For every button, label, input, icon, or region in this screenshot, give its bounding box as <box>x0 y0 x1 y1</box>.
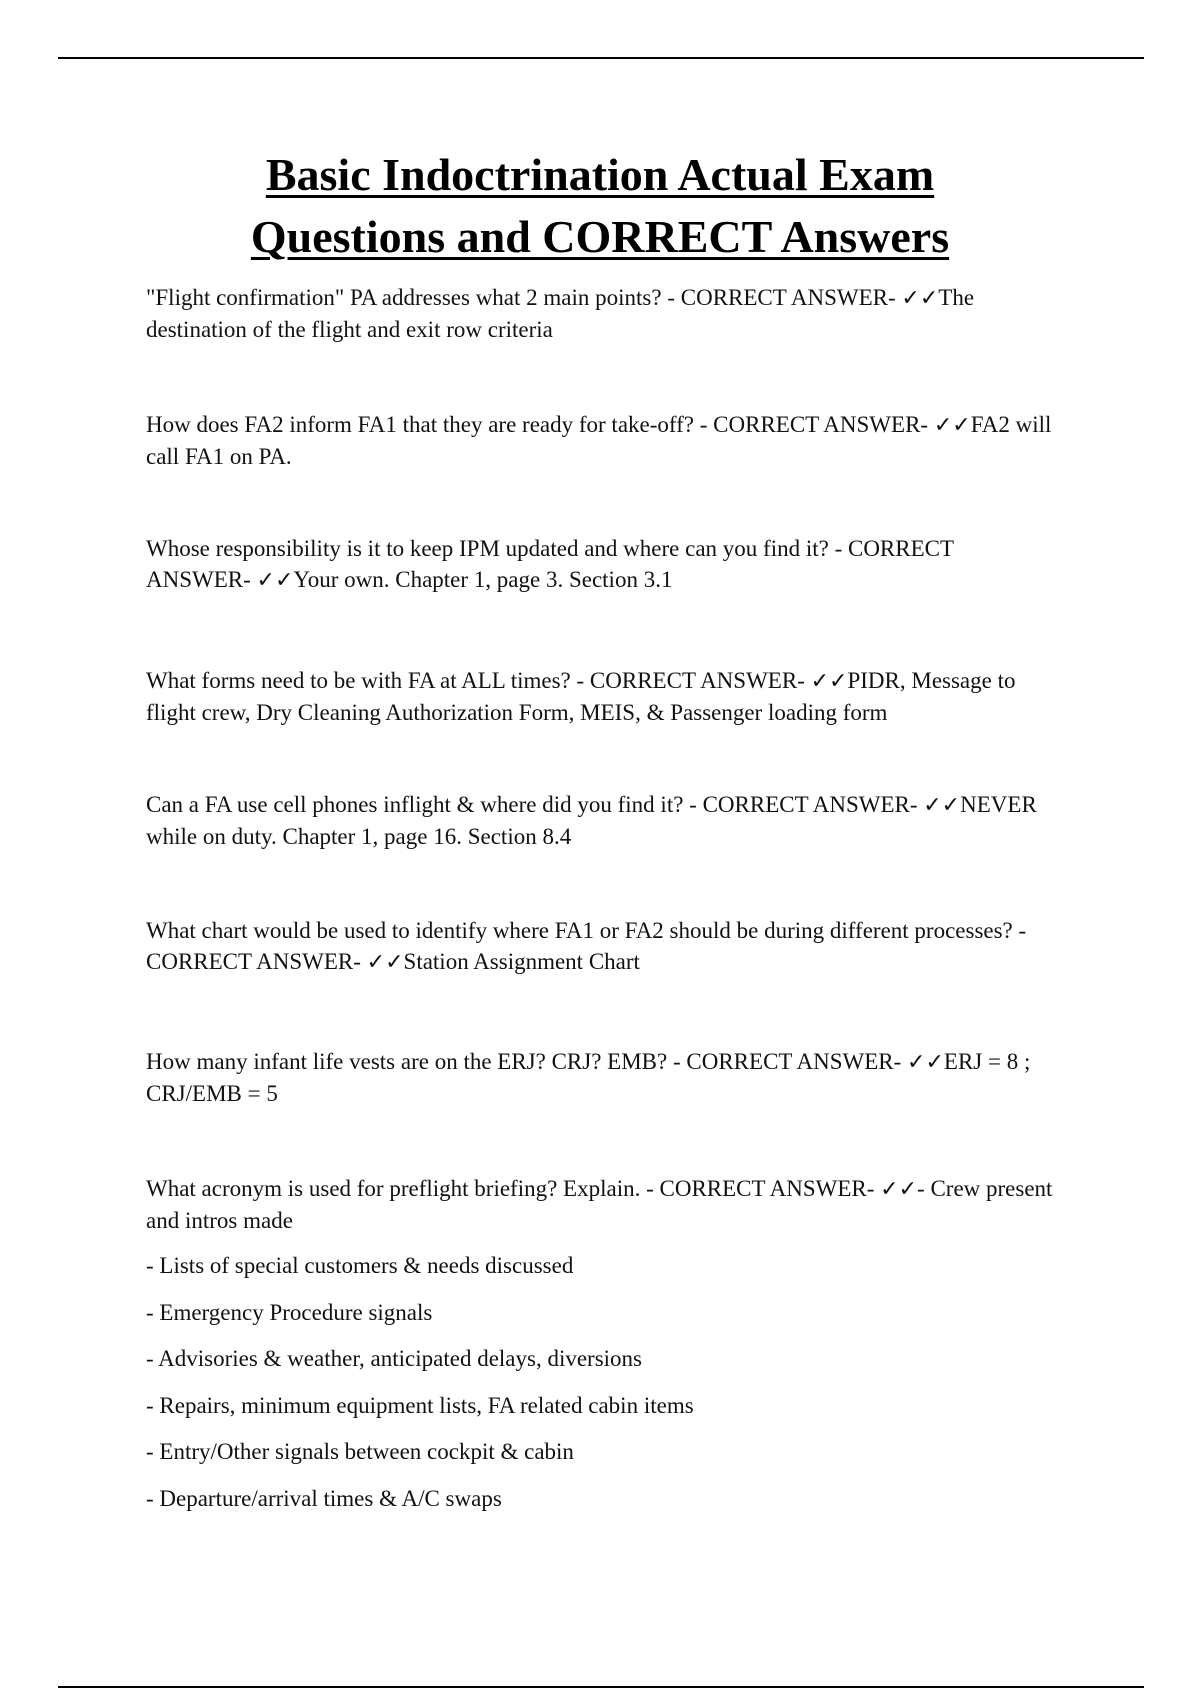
question-text: Whose responsibility is it to keep IPM updated and where can you find it? - CORRECT ANSWER- <box>146 536 954 592</box>
list-item: - Departure/arrival times & A/C swaps <box>146 1485 502 1511</box>
double-check-icon: ✓✓ <box>907 1050 944 1075</box>
double-check-icon: ✓✓ <box>923 793 961 818</box>
qa-item <box>146 915 1056 978</box>
list-item: - Advisories & weather, anticipated delays, diversions <box>146 1346 643 1371</box>
double-check-icon: ✓✓ <box>256 568 294 593</box>
question-text: What chart would be used to identify where FA1 or FA2 should be during different processes? - CORRECT ANSWER- <box>146 918 1027 974</box>
question-text: What acronym is used for preflight briefing? Explain. - CORRECT ANSWER- <box>146 1176 881 1201</box>
list-item: - Emergency Procedure signals <box>146 1299 433 1325</box>
list-item: - Entry/Other signals between cockpit & cabin <box>146 1439 574 1464</box>
double-check-icon: ✓✓ <box>880 1177 918 1202</box>
double-check-icon: ✓✓ <box>933 413 971 438</box>
top-rule <box>58 57 1144 59</box>
question-text: What forms need to be with FA at ALL times? - CORRECT ANSWER- <box>146 668 811 693</box>
double-check-icon: ✓✓ <box>810 669 848 694</box>
bottom-rule <box>58 1686 1144 1688</box>
answer-text: PIDR, Message to flight crew, Dry Cleaning Authorization Form, MEIS, & Passenger loading form <box>146 668 1016 725</box>
question-text: "Flight confirmation" PA addresses what 2 main points? - CORRECT ANSWER- <box>146 285 902 310</box>
qa-item <box>146 789 1056 852</box>
document-title <box>100 144 1100 268</box>
question-text: How many infant life vests are on the ERJ? CRJ? EMB? - CORRECT ANSWER- <box>146 1049 908 1074</box>
briefing-list <box>146 1250 1056 1529</box>
answer-text: FA2 will call FA1 on PA. <box>146 412 1052 469</box>
answer-text: The destination of the flight and exit row criteria <box>146 285 975 342</box>
question-text: How does FA2 inform FA1 that they are ready for take-off? - CORRECT ANSWER- <box>146 412 934 437</box>
answer-text: NEVER while on duty. Chapter 1, page 16. Section 8.4 <box>146 792 1037 849</box>
answer-text: - Crew present and intros made <box>146 1176 1053 1233</box>
title-line-1: Basic Indoctrination Actual Exam <box>265 149 935 200</box>
qa-item <box>146 533 1056 596</box>
qa-item <box>146 282 1056 345</box>
answer-text: Your own. Chapter 1, page 3. Section 3.1 <box>293 567 673 592</box>
qa-item <box>146 409 1056 472</box>
qa-item <box>146 1046 1056 1109</box>
answer-text: ERJ = 8 ; CRJ/EMB = 5 <box>146 1049 1031 1106</box>
double-check-icon: ✓✓ <box>366 950 404 975</box>
answer-text: Station Assignment Chart <box>403 949 640 974</box>
list-item: - Lists of special customers & needs discussed <box>146 1253 574 1278</box>
title-line-2: Questions and CORRECT Answers <box>250 211 950 262</box>
double-check-icon: ✓✓ <box>901 286 939 311</box>
qa-item <box>146 665 1056 728</box>
list-item: - Repairs, minimum equipment lists, FA related cabin items <box>146 1392 694 1418</box>
question-text: Can a FA use cell phones inflight & where did you find it? - CORRECT ANSWER- <box>146 792 924 817</box>
qa-item <box>146 1173 1056 1236</box>
